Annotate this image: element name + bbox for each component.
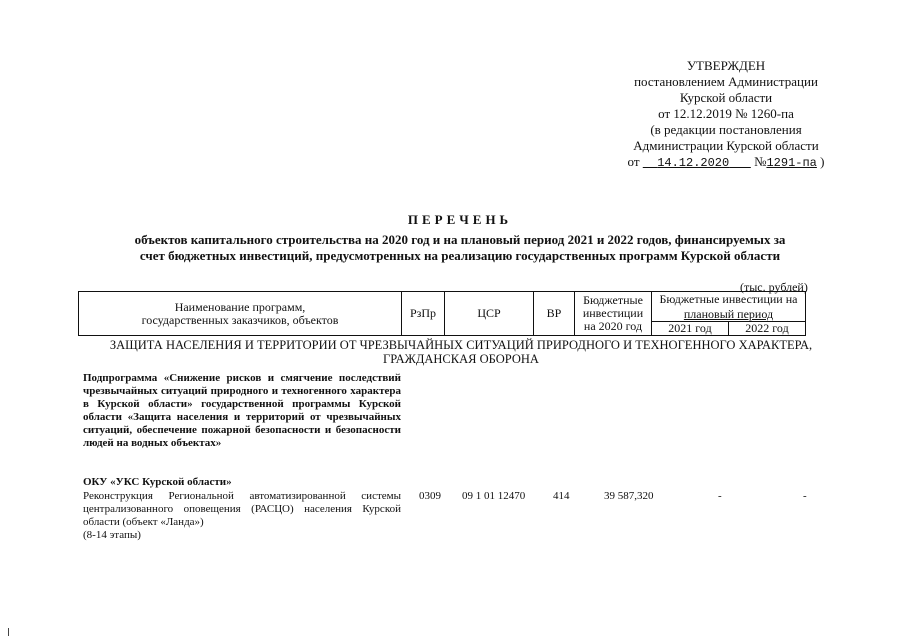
object-value-2020: 39 587,320 [604,490,654,502]
units-label: (тыс. рублей) [740,280,808,294]
object-rzpr: 0309 [419,490,441,502]
title-line2: счет бюджетных инвестиций, предусмотренных на реализацию государственных программ Курской области [139,248,781,263]
approval-line5: (в редакции постановления [650,122,802,137]
object-stages: (8-14 этапы) [83,529,141,541]
header-table [78,291,806,336]
col-2021: 2021 год [652,322,729,336]
approval-line3: Курской области [679,90,773,105]
object-name: Реконструкция Региональной автоматизированной системы централизованного оповещения (РАСЦО) населения Курской области (объект «Ланда») (8-14 этапы) [83,490,401,541]
num-prefix: № [754,154,767,169]
col-planned-header-2: плановый период [652,308,806,322]
page-margin-mark [8,628,9,636]
col-name: Наименование программ, государственных заказчиков, объектов [79,292,402,336]
subprogram-text: Подпрограмма «Снижение рисков и смягчение последствий чрезвычайных ситуаций природного и техногенного характера в Курской области» государственной программы Курской области «Защита населения и территорий от чрезвычайных ситуаций, обеспечение пожарной безопасности и безопасности людей на водных объектах» [83,372,401,449]
date-prefix: от [627,154,640,169]
customer-name: ОКУ «УКС Курской области» [83,476,232,488]
object-value-2022: - [803,490,807,502]
title-line1: объектов капитального строительства на 2020 год и на плановый период 2021 и 2022 годов, финансируемых за [134,232,786,247]
approval-line6: Администрации Курской области [633,138,819,153]
col-rzpr: РзПр [402,292,445,336]
object-value-2021: - [718,490,722,502]
date-value: 14.12.2020 [657,156,730,170]
col-planned-header: Бюджетные инвестиции на [652,292,806,308]
approval-date-line [590,154,862,171]
col-budget-2020: Бюджетные инвестиции на 2020 год [575,292,652,336]
num-value: 1291-па [766,156,817,170]
object-csr: 09 1 01 12470 [462,490,526,502]
object-vr: 414 [553,490,570,502]
document-title [60,212,860,264]
section-heading: ЗАЩИТА НАСЕЛЕНИЯ И ТЕРРИТОРИИ ОТ ЧРЕЗВЫЧАЙНЫХ СИТУАЦИЙ ПРИРОДНОГО И ТЕХНОГЕННОГО ХАРАКТЕРА, ГРАЖДАНСКАЯ ОБОРОНА [109,338,813,366]
approval-line4: от 12.12.2019 № 1260-па [658,106,794,121]
approval-block [590,58,862,171]
approval-title: УТВЕРЖДЕН [686,58,766,73]
col-vr: ВР [534,292,575,336]
col-csr: ЦСР [445,292,534,336]
approval-line2: постановлением Администрации [634,74,818,89]
suffix: ) [820,154,825,169]
title-heading: ПЕРЕЧЕНЬ [407,212,513,227]
col-2022: 2022 год [729,322,806,336]
